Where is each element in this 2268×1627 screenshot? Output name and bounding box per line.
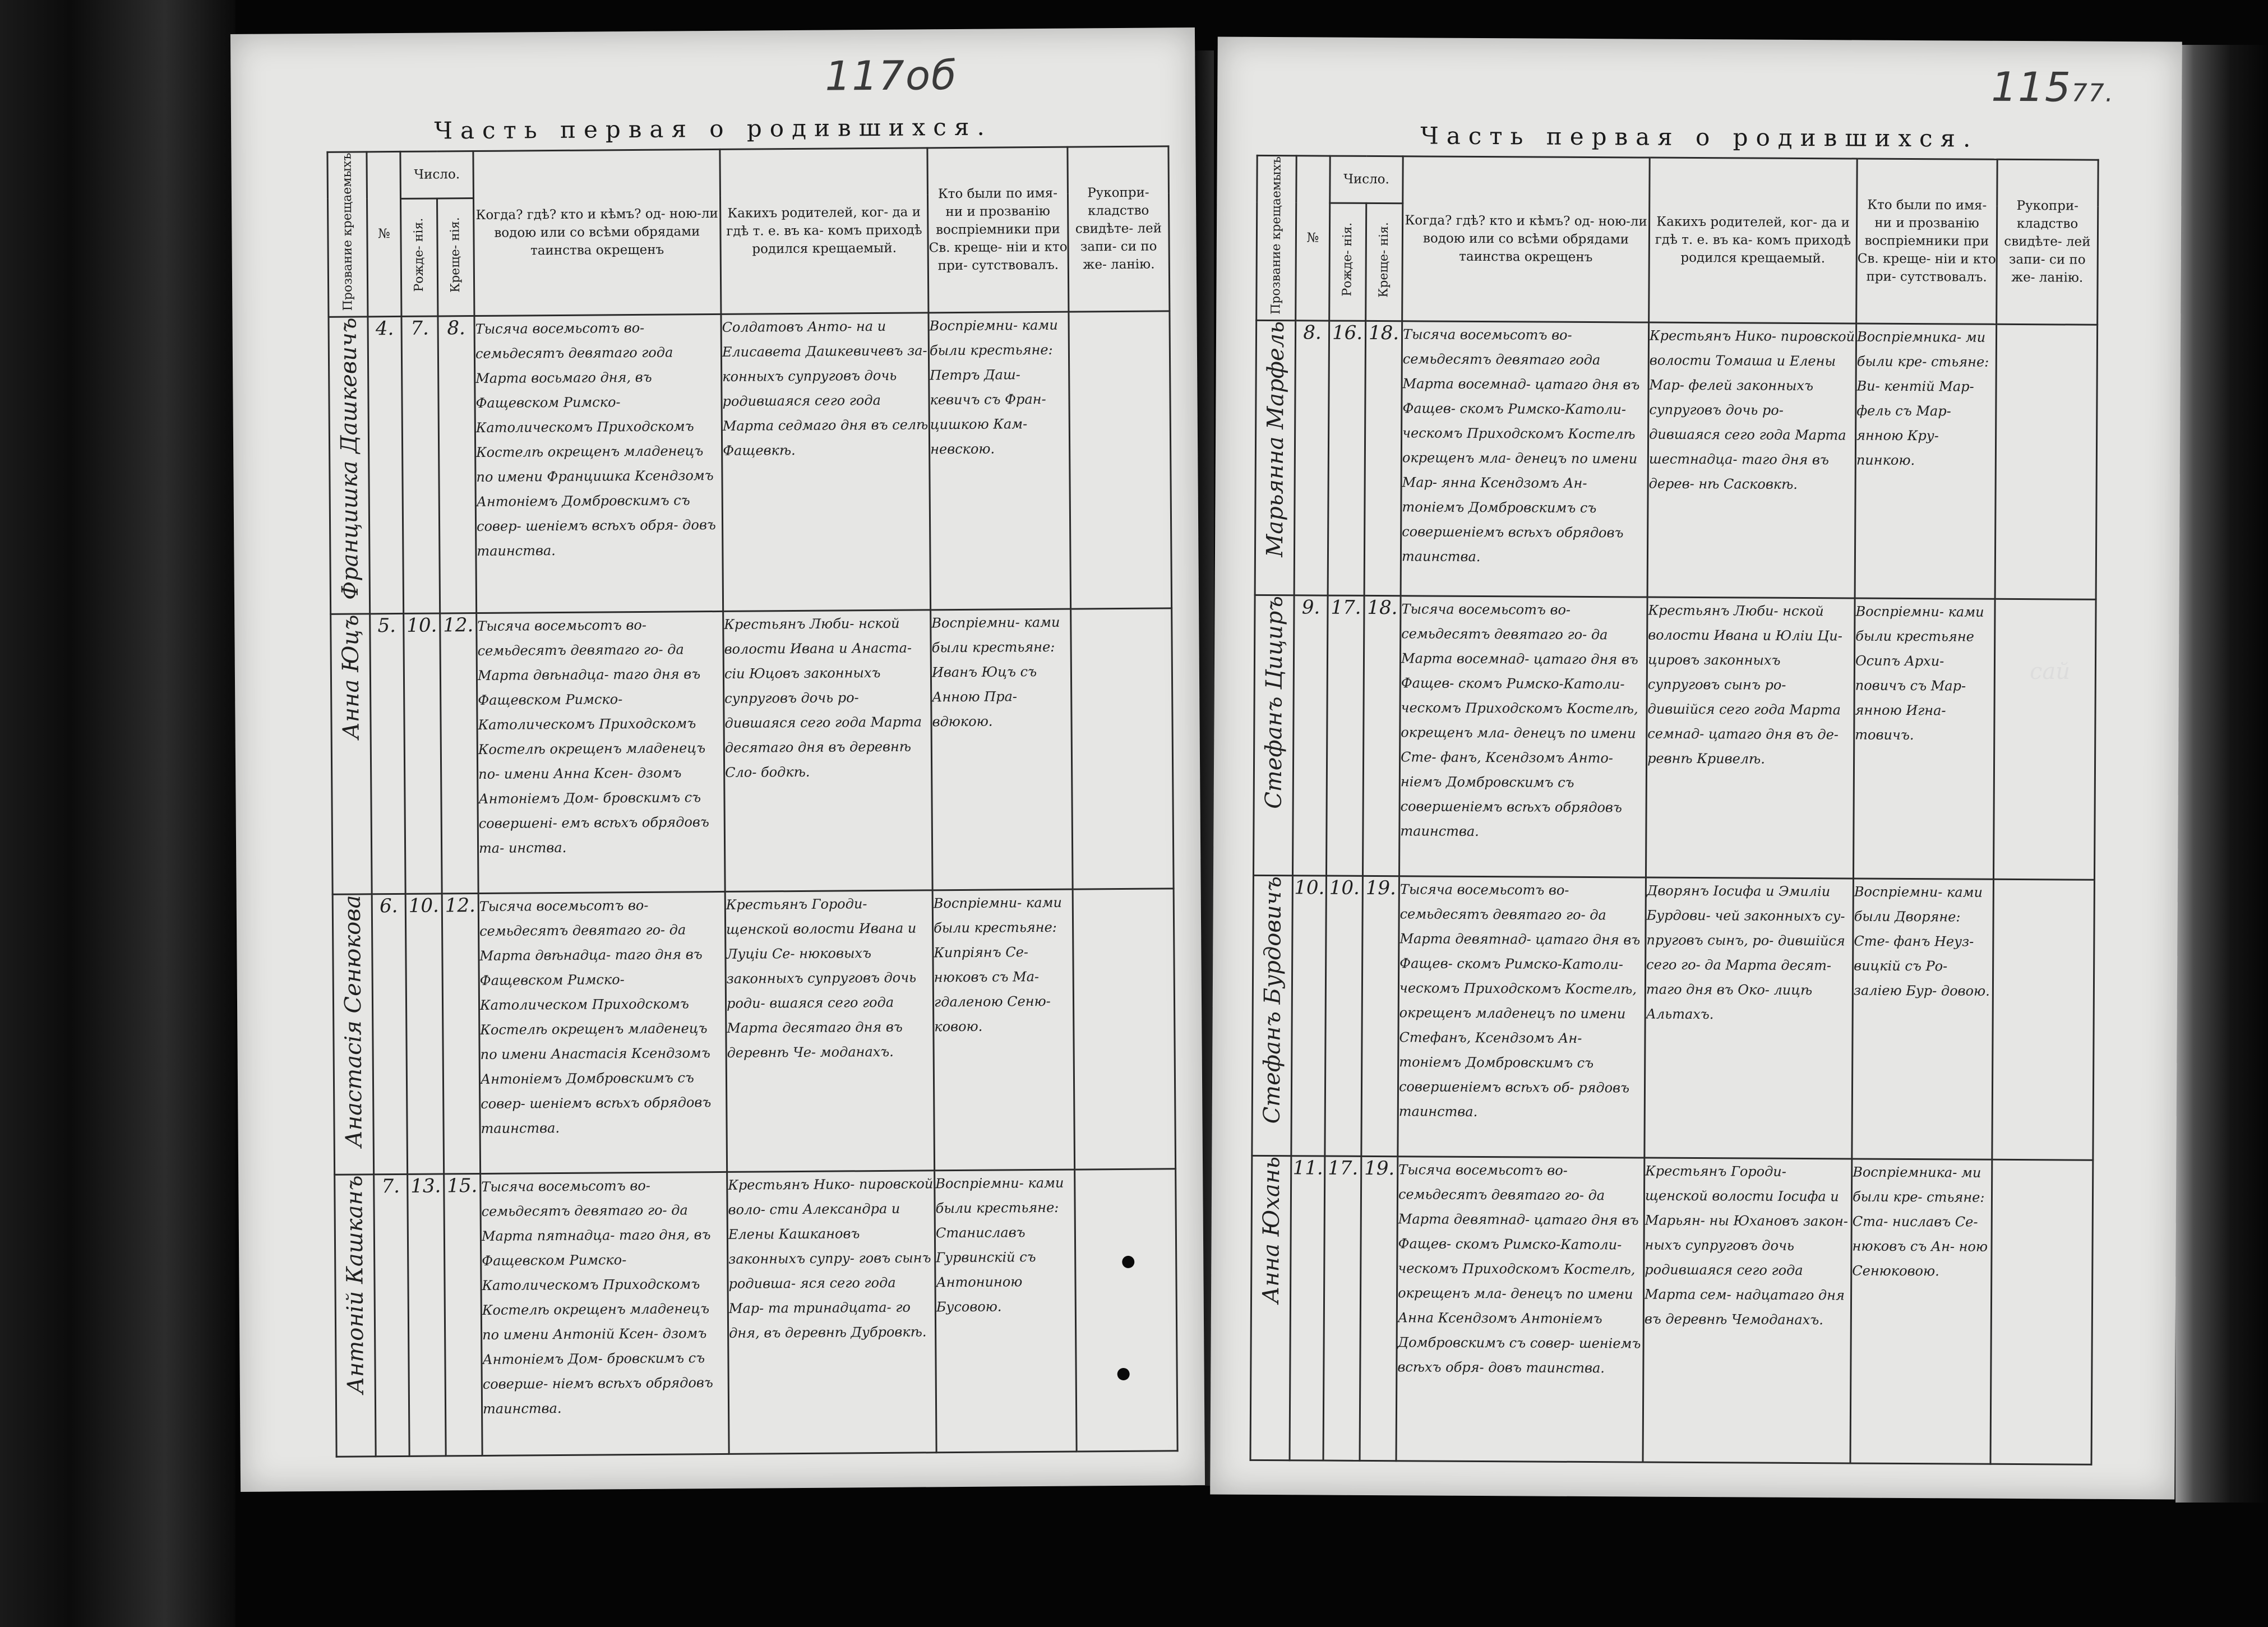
record-when: Тысяча восемьсотъ во- семьдесятъ девятаго го- да Марта восемнад- цатаго дня въ Фащев- скомъ Римско-Католи- ческомъ Приходскомъ Костелѣ, окрещенъ мла- денецъ по имени Сте- фанъ, Ксендзомъ Анто- ніемъ Домбровскимъ съ совершеніемъ всѣхъ обрядовъ таинства. [1399, 596, 1648, 877]
record-no: 8. [1294, 321, 1329, 595]
record-when: Тысяча восемьсотъ во- семьдесятъ девятаго го- да Марта двѣнадца- таго дня въ Фащевском Римско-Католическом Приходскомъ Костелѣ окрещенъ младенецъ по имени Анастасія Ксендзомъ Антоніемъ Домбровскимъ съ совер- шеніемъ всѣхъ обрядовъ таинства. [478, 891, 727, 1173]
header-number-group: Число. [1330, 156, 1403, 204]
record-name: Анна Юцъ [331, 614, 372, 894]
header-baptized: Креще- нія. [1366, 203, 1403, 321]
record-baptized: 15. [444, 1173, 483, 1456]
record-godparents: Воспріемни- ками были крестьяне: Кипріянъ Се- нюковъ съ Ма- гдаленою Сеню- ковою. [932, 889, 1074, 1171]
record-no: 5. [370, 613, 405, 894]
record-baptized: 8. [438, 316, 477, 613]
margin-note: сай [2030, 659, 2071, 685]
record-parents: Солдатовъ Анто- на и Елисавета Дашкевичевъ за- конныхъ супруговъ дочь родившаяся сего года Марта седмаго дня въ селѣ Фащевкѣ. [721, 313, 931, 612]
record-no: 10. [1291, 876, 1327, 1156]
record-row [332, 889, 1175, 1175]
book-edge-left [0, 0, 235, 1627]
record-row [1252, 875, 2095, 1160]
record-when: Тысяча восемьсотъ во- семьдесятъ девятаго го- да Марта двѣнадца- таго дня въ Фащевском Римско-Католическомъ Приходскомъ Костелѣ окрещенъ младенецъ по- имени Анна Ксен- дзомъ Антоніемъ Дом- бровскимъ съ совершені- емъ всѣхъ обрядовъ та- инства. [477, 611, 725, 893]
record-godparents: Воспріемни- ками были крестьяне Осипъ Архи- повичъ съ Мар- янною Игна- товичъ. [1853, 598, 1995, 879]
record-name: Антоній Кашканъ [335, 1175, 376, 1457]
record-baptized: 18. [1364, 321, 1402, 595]
record-signature [1992, 879, 2095, 1160]
record-row [335, 1169, 1177, 1457]
record-row [329, 311, 1172, 614]
header-when: Когда? гдѣ? кто и кѣмъ? од- ною-ли водою или со всѣми обрядами таинства окрещенъ [473, 149, 721, 316]
record-row [1250, 1155, 2093, 1464]
record-baptized: 12. [440, 613, 479, 893]
record-when: Тысяча восемьсотъ во- семьдесятъ девятаго го- да Марта девятнад- цатаго дня въ Фащев- скомъ Римско-Католи- ческомъ Приходскомъ Костелѣ, окрещенъ младенецъ по имени Стефанъ, Ксендзомъ Ан- тоніемъ Домбровскимъ съ совершеніемъ всѣхъ об- рядовъ таинства. [1398, 876, 1646, 1158]
record-signature [1075, 1169, 1178, 1452]
header-number-group: Число. [400, 151, 474, 199]
record-godparents: Воспріемника- ми были кре- стьяне: Ста- ниславъ Се- нюковъ съ Ан- ною Сенюковою. [1850, 1159, 1992, 1464]
record-born: 7. [401, 316, 440, 613]
record-name: Францишка Дашкевичъ [329, 317, 370, 614]
left-folio-number: 117об [825, 51, 958, 100]
record-row [331, 608, 1174, 894]
record-parents: Крестьянъ Нико- пировской волости Томаша и Елены Мар- фелей законныхъ супруговъ дочь ро- дившаяся сего года Марта шестнадца- таго дня въ дерев- нѣ Сасковкѣ. [1647, 322, 1856, 598]
header-signature: Рукопри- кладство свидѣте- лей запи- си по же- ланію. [1068, 146, 1170, 312]
record-when: Тысяча восемьсотъ во- семьдесятъ девятаго го- да Марта пятнадца- таго дня, въ Фащевском Римско-Католическомъ Приходскомъ Костелѣ окрещенъ младенецъ по имени Антоній Ксен- дзомъ Антоніемъ Дом- бровскимъ съ соверше- ніемъ всѣхъ обрядовъ таинства. [481, 1172, 729, 1455]
record-born: 17. [1323, 1156, 1361, 1461]
record-godparents: Воспріемни- ками были Дворяне: Сте- фанъ Неуз- вицкій съ Ро- заліею Бур- довою. [1852, 879, 1994, 1159]
record-signature [1993, 599, 2096, 880]
record-born: 16. [1328, 321, 1366, 595]
record-born: 10. [405, 894, 444, 1174]
header-godparents: Кто были по имя- ни и прозванію воспріемники при Св. креще- ніи и кто при- сутствовалъ. [927, 147, 1069, 313]
record-godparents: Воспріемни- ками были крестьяне: Петръ Даш- кевичъ съ Фран- цишкою Кам- невскою. [929, 312, 1071, 610]
record-baptized: 18. [1362, 595, 1401, 876]
record-parents: Крестьянъ Городи- щенской волости Іосифа и Марьян- ны Юхановъ закон- ныхъ супруговъ дочь родившаяся сего года Марта сем- надцатаго дня въ деревнѣ Чемоданахъ. [1643, 1158, 1852, 1463]
header-parents: Какихъ родителей, ког- да и гдѣ т. е. въ ка- комъ приходѣ родился крещаемый. [1649, 158, 1858, 323]
right-folio-note: 77. [2071, 78, 2114, 108]
record-name: Анна Юхань [1250, 1155, 1291, 1460]
record-name: Стефанъ Цициръ [1253, 595, 1294, 875]
record-baptized: 19. [1361, 876, 1399, 1156]
header-godparents: Кто были по имя- ни и прозванію воспріемники при Св. креще- ніи и кто при- сутствовалъ. [1856, 159, 1998, 324]
record-row [1255, 320, 2098, 599]
header-signature: Рукопри- кладство свидѣте- лей запи- си по же- ланію. [1997, 159, 2099, 325]
record-godparents: Воспріемни- ками были крестьяне: Иванъ Юцъ съ Анною Пра- вдюкою. [931, 609, 1073, 890]
record-when: Тысяча восемьсотъ во- семьдесятъ девятаго года Марта восемнад- цатаго дня въ Фащев- скомъ Римско-Католи- ческомъ Приходскомъ Костелѣ окрещенъ мла- денецъ по имени Мар- янна Ксендзомъ Ан- тоніемъ Домбровскимъ съ совершеніемъ всѣхъ обрядовъ таинства. [1401, 321, 1649, 597]
record-signature [1069, 311, 1172, 609]
record-godparents: Воспріемни- ками были крестьяне: Станиславъ Гурвинскій съ Антониною Бусовою. [935, 1170, 1077, 1453]
header-when: Когда? гдѣ? кто и кѣмъ? од- ною-ли водою или со всѣми обрядами таинства окрещенъ [1402, 156, 1650, 322]
record-no: 11. [1290, 1156, 1325, 1460]
record-when: Тысяча восемьсотъ во- семьдесятъ девятаго го- да Марта девятнад- цатаго дня въ Фащев- скомъ Римско-Католи- ческомъ Приходскомъ Костелѣ, окрещенъ мла- денецъ по имени Анна Ксендзомъ Антоніемъ Домбровскимъ съ совер- шеніемъ всѣхъ обря- довъ таинства. [1396, 1157, 1645, 1462]
header-name: Прозвание крещаемыхъ [1257, 155, 1297, 320]
record-parents: Крестьянъ Городи- щенской волости Ивана и Луціи Се- нюковыхъ законныхъ супруговъ дочь роди- вшаяся сего года Марта десятаго дня въ деревнѣ Че- моданахъ. [725, 890, 934, 1172]
record-signature [1073, 889, 1175, 1170]
record-name: Марьянна Марфель [1255, 320, 1296, 595]
record-baptized: 19. [1360, 1156, 1398, 1461]
left-register-table [326, 145, 1178, 1457]
record-born: 13. [408, 1174, 446, 1457]
left-page-title: Часть первая о родившихся. [434, 113, 992, 145]
header-parents: Какихъ родителей, ког- да и гдѣ т. е. въ ка- комъ приходѣ родился крещаемый. [720, 148, 929, 314]
binding-hole [1117, 1368, 1130, 1380]
header-name: Прозвание крещаемыхъ [327, 152, 368, 317]
record-parents: Крестьянъ Люби- нской волости Ивана и Анаста- сіи Юцовъ законныхъ супруговъ дочь ро- дившаяся сего года Марта десятаго дня въ деревнѣ Сло- бодкѣ. [723, 610, 932, 892]
record-signature [1990, 1159, 2093, 1464]
record-parents: Дворянъ Іосифа и Эмиліи Бурдови- чей законныхъ су- пруговъ сынъ, ро- дившійся сего го- да Марта десят- таго дня въ Око- лицѣ Альтахъ. [1645, 877, 1854, 1159]
header-no: № [367, 151, 401, 316]
record-name: Стефанъ Бурдовичъ [1252, 875, 1293, 1155]
header-baptized: Креще- нія. [437, 198, 474, 316]
record-parents: Крестьянъ Нико- пировской воло- сти Александра и Елены Кашкановъ законныхъ супру- говъ сынъ родивша- яся сего года Мар- та тринадцата- го дня, въ деревнѣ Дубровкѣ. [727, 1171, 937, 1454]
record-row [1253, 595, 2096, 880]
record-no: 7. [374, 1174, 410, 1457]
record-godparents: Воспріемника- ми были кре- стьяне: Ви- кентій Мар- фель съ Мар- янною Кру- пинкою. [1855, 323, 1997, 599]
book-edge-right [2175, 45, 2268, 1503]
binding-hole [1122, 1256, 1134, 1268]
record-when: Тысяча восемьсотъ во- семьдесятъ девятаго года Марта восьмаго дня, въ Фащевском Римско-Католическомъ Приходскомъ Костелѣ окрещенъ младенецъ по имени Францишка Ксендзомъ Антоніемъ Домбровскимъ съ совер- шеніемъ всѣхъ обря- довъ таинства. [474, 314, 723, 613]
record-born: 10. [404, 613, 442, 894]
record-baptized: 12. [442, 893, 481, 1173]
right-page [1210, 37, 2182, 1500]
right-folio-number: 11577. [1991, 63, 2114, 111]
header-born: Рожде- нія. [401, 198, 438, 316]
record-parents: Крестьянъ Люби- нской волости Ивана и Юліи Ци- цировъ законныхъ супруговъ сынъ ро- дившійся сего года Марта семнад- цатаго дня въ де- ревнѣ Кривелѣ. [1646, 597, 1855, 879]
header-born: Рожде- нія. [1329, 203, 1366, 321]
record-no: 4. [368, 316, 404, 613]
header-no: № [1296, 156, 1331, 321]
record-name: Анастасія Сенюкова [332, 894, 373, 1175]
record-born: 10. [1325, 876, 1363, 1156]
record-no: 6. [372, 894, 407, 1174]
right-page-title: Часть первая о родившихся. [1420, 122, 1979, 152]
right-register-table [1250, 155, 2099, 1466]
left-page [230, 27, 1205, 1492]
record-born: 17. [1326, 595, 1364, 876]
record-signature [1995, 324, 2098, 599]
record-signature [1071, 608, 1174, 889]
record-no: 9. [1292, 595, 1328, 876]
